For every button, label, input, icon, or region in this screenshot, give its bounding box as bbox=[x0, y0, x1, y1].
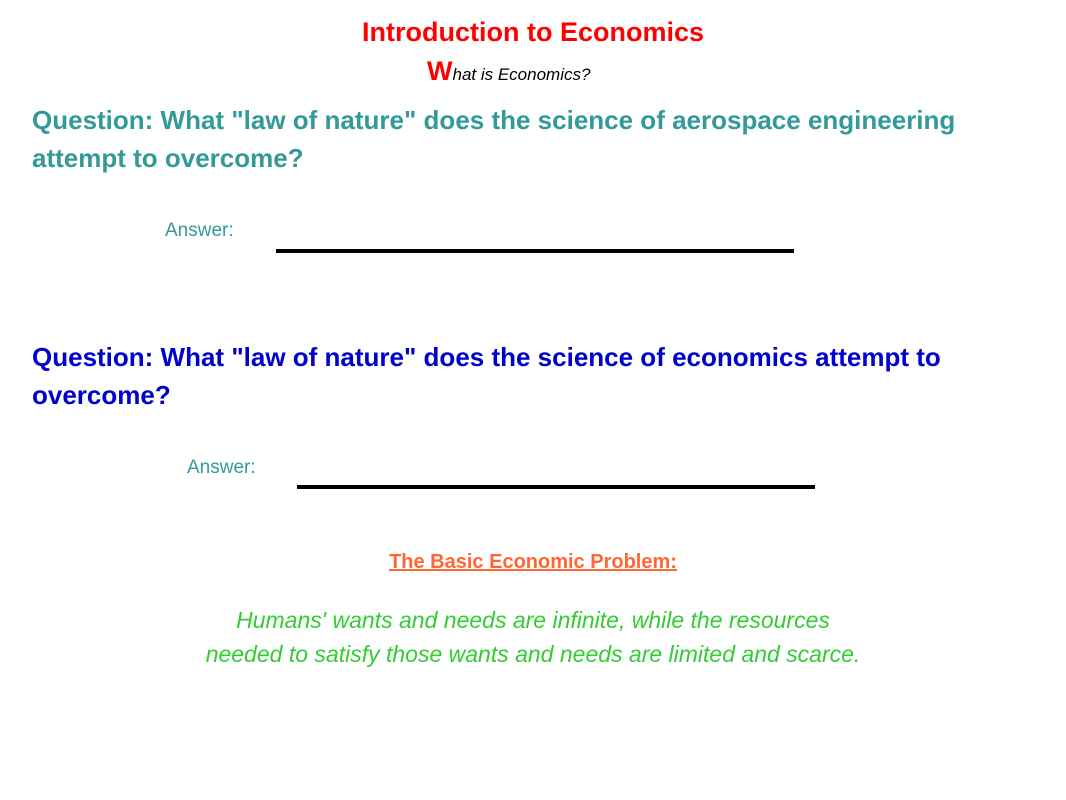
answer-blank-line-1 bbox=[276, 249, 794, 253]
page-title: Introduction to Economics bbox=[362, 17, 704, 47]
question-aerospace: Question: What "law of nature" does the science of aerospace engineering attempt to overcome? bbox=[32, 105, 956, 173]
answer-label-2: Answer: bbox=[187, 457, 256, 478]
problem-line-1: Humans' wants and needs are infinite, while the resources bbox=[236, 607, 830, 633]
subtitle-rest: hat is Economics? bbox=[452, 65, 591, 84]
answer-blank-line-2 bbox=[297, 485, 815, 489]
page-subtitle bbox=[427, 58, 590, 85]
problem-line-2: needed to satisfy those wants and needs are limited and scarce. bbox=[205, 641, 861, 667]
subtitle-initial: W bbox=[427, 56, 453, 86]
question-economics: Question: What "law of nature" does the science of economics attempt to overcome? bbox=[32, 342, 941, 410]
basic-problem-heading: The Basic Economic Problem: bbox=[389, 551, 677, 573]
basic-problem-statement bbox=[0, 603, 1066, 671]
answer-label-1: Answer: bbox=[165, 220, 234, 241]
